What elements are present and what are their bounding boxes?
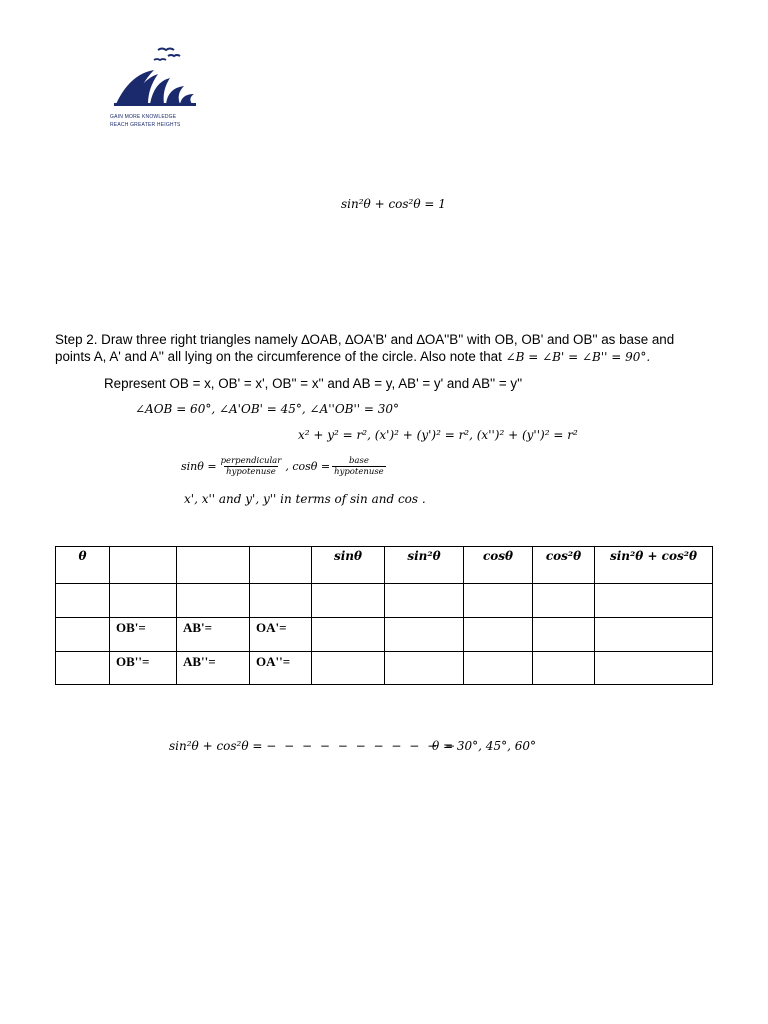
ob-prime-label: OB'=	[110, 618, 177, 652]
header-sin-squared: sin²θ	[385, 547, 464, 584]
cos-fraction	[332, 456, 386, 477]
table-cell[interactable]	[56, 584, 110, 618]
table-cell[interactable]	[464, 618, 533, 652]
table-cell[interactable]	[595, 652, 713, 685]
fill-in-lhs: sin²θ + cos²θ =	[169, 739, 263, 753]
logo-tagline-2: REACH GREATER HEIGHTS	[110, 122, 181, 128]
header-cos: cosθ	[464, 547, 533, 584]
sin-lhs: sinθ =	[181, 460, 217, 473]
trig-ratio-definitions	[181, 456, 388, 477]
identity-equation: sin²θ + cos²θ = 1	[341, 197, 446, 211]
table-cell[interactable]	[250, 584, 312, 618]
table-cell[interactable]	[385, 618, 464, 652]
step2-paragraph	[55, 331, 720, 366]
ob-double-prime-label: OB''=	[110, 652, 177, 685]
header-blank-1	[110, 547, 177, 584]
table-cell[interactable]	[533, 652, 595, 685]
header-blank-2	[177, 547, 250, 584]
ab-prime-label: AB'=	[177, 618, 250, 652]
table-cell[interactable]	[595, 618, 713, 652]
header-theta: θ	[56, 547, 110, 584]
fill-in-identity	[169, 739, 457, 753]
represent-line: Represent OB = x, OB' = x', OB'' = x'' and AB = y, AB' = y' and AB'' = y''	[104, 376, 523, 391]
step2-line2-text: points A, A' and A'' all lying on the circumference of the circle. Also note that	[55, 349, 506, 364]
table-cell[interactable]	[533, 618, 595, 652]
header-blank-3	[250, 547, 312, 584]
theta-values: θ = 30°, 45°, 60°	[432, 739, 536, 753]
table-header-row	[56, 547, 713, 584]
table-row	[56, 652, 713, 685]
table-cell[interactable]	[312, 584, 385, 618]
terms-instruction: x', x'' and y', y'' in terms of sin and cos .	[184, 492, 426, 506]
trig-values-table	[55, 546, 713, 685]
step2-right-angles: ∠B = ∠B' = ∠B'' = 90°.	[505, 350, 651, 364]
table-row	[56, 584, 713, 618]
angles-equation: ∠AOB = 60°, ∠A'OB' = 45°, ∠A''OB'' = 30°	[135, 402, 400, 416]
header-cos-squared: cos²θ	[533, 547, 595, 584]
sin-numerator: perpendicular	[220, 456, 282, 466]
oa-double-prime-label: OA''=	[250, 652, 312, 685]
table-cell[interactable]	[595, 584, 713, 618]
table-cell[interactable]	[56, 618, 110, 652]
step2-line1: Step 2. Draw three right triangles namely ∆OAB, ∆OA'B' and ∆OA''B'' with OB, OB' and OB'' as base and	[55, 332, 675, 347]
table-row	[56, 618, 713, 652]
sin-fraction	[219, 456, 284, 477]
table-cell[interactable]	[312, 618, 385, 652]
table-cell[interactable]	[533, 584, 595, 618]
header-sum: sin²θ + cos²θ	[595, 547, 713, 584]
publisher-logo	[110, 44, 200, 128]
table-cell[interactable]	[385, 652, 464, 685]
book-birds-icon	[110, 44, 200, 108]
oa-prime-label: OA'=	[250, 618, 312, 652]
table-cell[interactable]	[56, 652, 110, 685]
table-cell[interactable]	[110, 584, 177, 618]
fill-in-blank: − − − − − − − − − − −	[266, 739, 458, 753]
table-cell[interactable]	[177, 584, 250, 618]
table-cell[interactable]	[312, 652, 385, 685]
sin-denominator: hypotenuse	[226, 467, 276, 477]
table-cell[interactable]	[464, 652, 533, 685]
pythagoras-equation: x² + y² = r², (x')² + (y')² = r², (x'')² + (y'')² = r²	[298, 428, 578, 442]
header-sin: sinθ	[312, 547, 385, 584]
logo-tagline-1: GAIN MORE KNOWLEDGE	[110, 114, 177, 120]
cos-numerator: base	[348, 456, 369, 466]
table-cell[interactable]	[385, 584, 464, 618]
cos-lhs: , cosθ =	[285, 460, 331, 473]
table-cell[interactable]	[464, 584, 533, 618]
ab-double-prime-label: AB''=	[177, 652, 250, 685]
cos-denominator: hypotenuse	[334, 467, 384, 477]
step2-line2	[55, 348, 720, 366]
